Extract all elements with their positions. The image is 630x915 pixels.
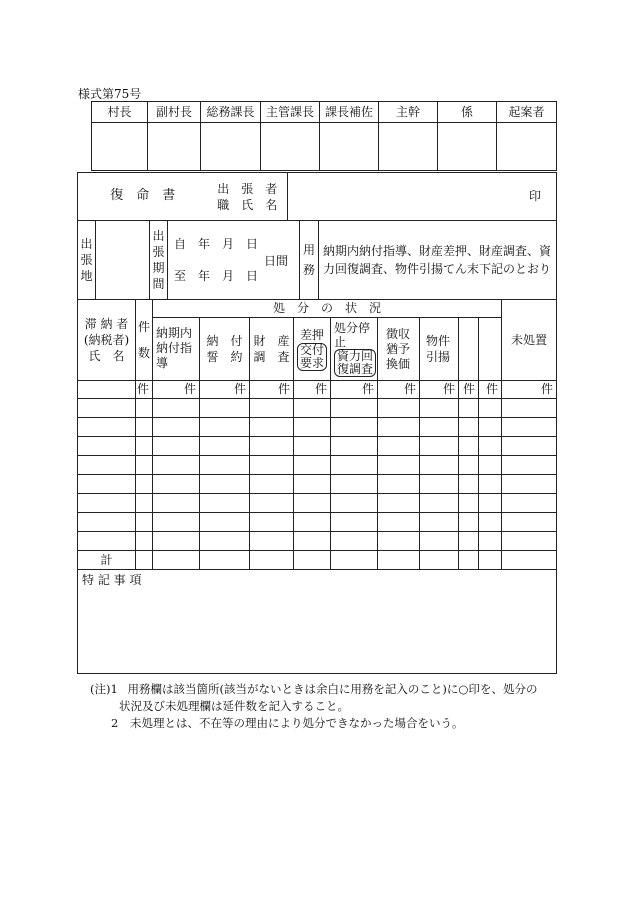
remarks-field[interactable] — [78, 570, 557, 674]
col-header-suspension — [331, 318, 378, 381]
note-2-prefix: 2 — [111, 716, 119, 730]
table-cell[interactable] — [200, 475, 250, 494]
table-cell[interactable] — [378, 475, 420, 494]
table-cell[interactable] — [479, 418, 502, 437]
total-cell[interactable] — [250, 551, 294, 570]
table-cell[interactable] — [502, 399, 557, 418]
total-cell[interactable] — [502, 551, 557, 570]
table-cell[interactable] — [153, 399, 200, 418]
total-cell[interactable] — [479, 551, 502, 570]
col-header-blank — [459, 318, 479, 381]
header-line: 猶予 — [386, 341, 411, 356]
table-cell[interactable] — [78, 456, 136, 475]
approval-header: 副村長 — [148, 102, 201, 123]
approval-header: 起案者 — [497, 102, 557, 123]
seal-box[interactable] — [201, 123, 261, 171]
approval-table — [91, 101, 557, 171]
table-cell[interactable] — [153, 418, 200, 437]
total-label: 計 — [78, 551, 136, 570]
table-row — [78, 532, 557, 551]
header-line: 処分停 — [334, 321, 371, 335]
table-row — [78, 494, 557, 513]
header-line: 調 査 — [253, 350, 290, 364]
approval-header: 係 — [438, 102, 497, 123]
business-label — [300, 221, 319, 300]
approval-header: 主管課長 — [261, 102, 320, 123]
table-cell[interactable] — [459, 437, 479, 456]
col-header-payment-pledge — [200, 318, 250, 381]
note-2-text: 未処理とは、不在等の理由により処分できなかった場合をいう。 — [129, 716, 464, 730]
unit-cell: 件 — [459, 381, 479, 399]
page-title: 復 命 書 — [78, 173, 208, 221]
table-cell[interactable] — [250, 494, 294, 513]
table-cell[interactable] — [294, 399, 331, 418]
table-cell[interactable] — [479, 456, 502, 475]
table-cell[interactable] — [502, 494, 557, 513]
table-cell[interactable] — [78, 437, 136, 456]
table-cell[interactable] — [420, 513, 459, 532]
table-cell[interactable] — [331, 494, 378, 513]
table-cell[interactable] — [459, 513, 479, 532]
table-cell[interactable] — [153, 494, 200, 513]
unit-cell: 件 — [479, 381, 502, 399]
traveler-label-line: 職 氏 名 — [217, 197, 278, 212]
label-line: 滞 納 者 — [84, 317, 129, 331]
header-line: 復調査 — [337, 362, 374, 376]
table-row — [78, 418, 557, 437]
table-cell[interactable] — [502, 475, 557, 494]
table-cell[interactable] — [136, 513, 153, 532]
table-cell[interactable] — [78, 418, 136, 437]
paren-box — [334, 349, 376, 377]
total-cell[interactable] — [294, 551, 331, 570]
table-cell[interactable] — [502, 437, 557, 456]
table-cell[interactable] — [153, 475, 200, 494]
table-cell[interactable] — [479, 513, 502, 532]
col-header-seizure — [294, 318, 331, 381]
unit-cell: 件 — [420, 381, 459, 399]
note-1-line1: 用務欄は該当箇所(該当がないときは余白に用務を記入のこと)に○印を、処分の — [127, 682, 538, 696]
header-line: 納期内 — [156, 326, 193, 340]
table-cell[interactable] — [294, 418, 331, 437]
table-cell[interactable] — [459, 475, 479, 494]
table-cell[interactable] — [331, 475, 378, 494]
table-cell[interactable] — [294, 475, 331, 494]
table-cell[interactable] — [420, 532, 459, 551]
label-char: 期 — [152, 261, 165, 275]
table-row — [78, 437, 557, 456]
label-char: 用 — [302, 243, 315, 257]
col-header-blank — [479, 318, 502, 381]
header-line: 資力回 — [337, 349, 374, 363]
table-cell[interactable] — [459, 456, 479, 475]
table-cell[interactable] — [378, 532, 420, 551]
table-cell[interactable] — [136, 532, 153, 551]
table-cell[interactable] — [136, 456, 153, 475]
table-cell[interactable] — [200, 399, 250, 418]
approval-header: 総務課長 — [201, 102, 261, 123]
status-header: 処 分 の 状 況 — [153, 300, 502, 318]
remarks-label: 特 記 事 項 — [82, 573, 142, 587]
table-cell[interactable] — [479, 532, 502, 551]
table-cell[interactable] — [502, 513, 557, 532]
title-table — [77, 172, 557, 221]
col-header-asset-survey — [250, 318, 294, 381]
table-cell[interactable] — [459, 494, 479, 513]
table-cell[interactable] — [200, 456, 250, 475]
unit-cell — [78, 381, 136, 399]
trip-table — [77, 220, 557, 300]
table-cell[interactable] — [78, 513, 136, 532]
paren-box — [297, 343, 327, 371]
total-cell[interactable] — [153, 551, 200, 570]
seal-box[interactable] — [320, 123, 379, 171]
table-cell[interactable] — [420, 418, 459, 437]
label-line: (納税者) — [83, 333, 130, 347]
table-cell[interactable] — [331, 418, 378, 437]
header-line: 要求 — [299, 355, 324, 370]
label-char: 張 — [80, 253, 93, 267]
table-cell[interactable] — [136, 475, 153, 494]
period-days: 日間 — [264, 254, 289, 268]
table-cell[interactable] — [378, 456, 420, 475]
table-cell[interactable] — [479, 494, 502, 513]
label-char: 務 — [302, 263, 315, 277]
table-cell[interactable] — [200, 494, 250, 513]
table-cell[interactable] — [502, 418, 557, 437]
table-row — [78, 399, 557, 418]
table-cell[interactable] — [420, 494, 459, 513]
table-cell[interactable] — [250, 532, 294, 551]
header-line: 引揚 — [426, 350, 451, 364]
total-cell[interactable] — [200, 551, 250, 570]
seal-box[interactable] — [148, 123, 201, 171]
unit-cell: 件 — [250, 381, 294, 399]
notes — [90, 681, 570, 732]
unit-cell: 件 — [136, 381, 153, 399]
table-cell[interactable] — [200, 513, 250, 532]
table-cell[interactable] — [136, 437, 153, 456]
header-line: 換価 — [386, 356, 411, 371]
period-label — [150, 221, 168, 300]
table-cell[interactable] — [153, 437, 200, 456]
table-cell[interactable] — [294, 494, 331, 513]
table-cell[interactable] — [78, 494, 136, 513]
place-field[interactable] — [96, 221, 150, 300]
label-char: 出 — [80, 237, 93, 251]
table-cell[interactable] — [331, 532, 378, 551]
table-cell[interactable] — [331, 513, 378, 532]
table-cell[interactable] — [420, 456, 459, 475]
form-number: 様式第75号 — [78, 87, 142, 101]
unit-cell: 件 — [200, 381, 250, 399]
header-line: 止 — [334, 335, 347, 349]
seal-box[interactable] — [379, 123, 438, 171]
approval-header: 課長補佐 — [320, 102, 379, 123]
unit-cell: 件 — [331, 381, 378, 399]
col-header-collection-deferral — [378, 318, 420, 381]
table-cell[interactable] — [378, 418, 420, 437]
table-cell[interactable] — [502, 456, 557, 475]
label-char: 間 — [152, 277, 165, 291]
table-cell[interactable] — [250, 456, 294, 475]
table-cell[interactable] — [136, 418, 153, 437]
unit-cell: 件 — [378, 381, 420, 399]
table-cell[interactable] — [78, 399, 136, 418]
table-cell[interactable] — [378, 399, 420, 418]
unit-cell: 件 — [502, 381, 557, 399]
table-cell[interactable] — [200, 437, 250, 456]
header-line: 徴収 — [386, 326, 411, 341]
unit-cell: 件 — [294, 381, 331, 399]
table-cell[interactable] — [250, 475, 294, 494]
seal-box[interactable] — [497, 123, 557, 171]
approval-header: 主幹 — [379, 102, 438, 123]
col-header-on-time-guidance — [153, 318, 200, 381]
table-cell[interactable] — [331, 456, 378, 475]
seal-box[interactable] — [438, 123, 497, 171]
business-text: 納期内納付指導、財産差押、財産調査、資力回復調査、物件引揚てん末下記のとおり — [319, 221, 557, 300]
table-cell[interactable] — [479, 399, 502, 418]
label-char: 張 — [152, 245, 165, 259]
period-field[interactable] — [168, 221, 300, 300]
table-cell[interactable] — [459, 418, 479, 437]
header-line: 財 産 — [253, 334, 290, 348]
table-cell[interactable] — [294, 532, 331, 551]
table-cell[interactable] — [294, 513, 331, 532]
seal-mark: 印 — [528, 189, 541, 203]
table-cell[interactable] — [78, 532, 136, 551]
place-label — [78, 221, 96, 300]
table-row — [78, 456, 557, 475]
traveler-name-field[interactable] — [288, 173, 557, 221]
table-cell[interactable] — [294, 437, 331, 456]
unit-row — [78, 381, 557, 399]
table-cell[interactable] — [200, 532, 250, 551]
label-char: 地 — [80, 269, 93, 283]
total-row — [78, 551, 557, 570]
header-line: 納 付 — [206, 334, 243, 348]
table-cell[interactable] — [378, 513, 420, 532]
table-cell[interactable] — [479, 437, 502, 456]
traveler-label — [208, 173, 288, 221]
label-line: 氏 名 — [88, 349, 125, 363]
table-cell[interactable] — [136, 399, 153, 418]
total-cell[interactable] — [331, 551, 378, 570]
table-cell[interactable] — [459, 532, 479, 551]
table-cell[interactable] — [250, 399, 294, 418]
table-cell[interactable] — [200, 418, 250, 437]
note-1-prefix: (注)1 — [90, 682, 118, 696]
table-cell[interactable] — [153, 513, 200, 532]
label-char: 件 — [137, 320, 150, 334]
traveler-label-line: 出 張 者 — [217, 181, 278, 196]
table-cell[interactable] — [420, 399, 459, 418]
table-cell[interactable] — [250, 513, 294, 532]
header-line: 導 — [156, 356, 169, 370]
header-line: 誓 約 — [206, 350, 243, 364]
note-1-line2: 状況及び未処理欄は延件数を記入すること。 — [119, 699, 349, 713]
approval-header: 村長 — [92, 102, 148, 123]
table-cell[interactable] — [153, 456, 200, 475]
total-cell[interactable] — [459, 551, 479, 570]
table-cell[interactable] — [378, 494, 420, 513]
seal-box[interactable] — [92, 123, 148, 171]
header-line: 納付指 — [156, 341, 193, 355]
table-cell[interactable] — [420, 437, 459, 456]
table-cell[interactable] — [153, 532, 200, 551]
col-header-goods-recovery — [420, 318, 459, 381]
table-cell[interactable] — [250, 418, 294, 437]
table-cell[interactable] — [479, 475, 502, 494]
seal-box[interactable] — [261, 123, 320, 171]
header-line: 差押 — [299, 327, 324, 342]
table-cell[interactable] — [331, 399, 378, 418]
label-char: 数 — [137, 346, 150, 360]
table-cell[interactable] — [331, 437, 378, 456]
total-cell[interactable] — [420, 551, 459, 570]
total-cell[interactable] — [136, 551, 153, 570]
table-cell[interactable] — [250, 437, 294, 456]
unit-cell: 件 — [153, 381, 200, 399]
total-cell[interactable] — [378, 551, 420, 570]
table-row — [78, 513, 557, 532]
count-label — [136, 300, 153, 381]
table-cell[interactable] — [459, 399, 479, 418]
header-line: 交付 — [299, 342, 324, 357]
table-cell[interactable] — [378, 437, 420, 456]
data-rows — [78, 399, 557, 551]
table-row — [78, 475, 557, 494]
table-cell[interactable] — [136, 494, 153, 513]
period-from: 自 年 月 日 — [174, 237, 259, 251]
unprocessed-header: 未処置 — [502, 300, 557, 381]
table-cell[interactable] — [502, 532, 557, 551]
disposition-table — [77, 299, 557, 674]
delinquent-label — [78, 300, 136, 381]
table-cell[interactable] — [420, 475, 459, 494]
period-to: 至 年 月 日 — [174, 269, 259, 283]
label-char: 出 — [152, 229, 165, 243]
table-cell[interactable] — [78, 475, 136, 494]
header-line: 物件 — [426, 334, 451, 348]
table-cell[interactable] — [294, 456, 331, 475]
